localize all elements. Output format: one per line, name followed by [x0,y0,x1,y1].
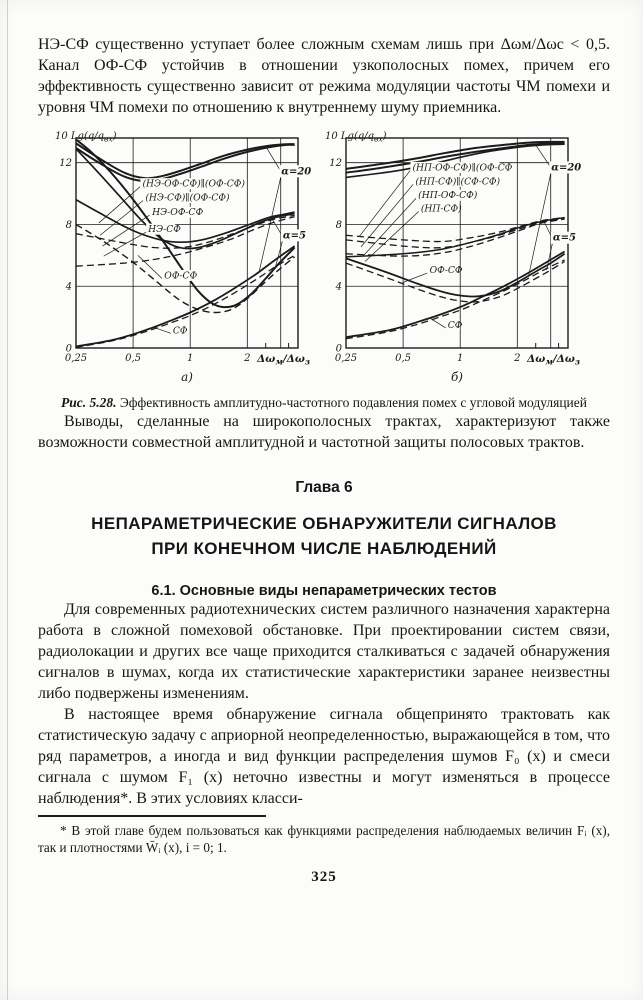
chart-a [54,128,312,384]
intro-paragraph: НЭ-СФ существенно уступает более сложным схемам лишь при Δωм/Δωс < 0,5. Канал ОФ-СФ устойчив в отношении узкополосных помех, причем его эффективность существенно зависит от режима модуляции частоты ЧМ помехи и уровня ЧМ помехи по отношению к внутреннему шуму приемника. [38,36,610,116]
svg-text:12: 12 [59,158,72,170]
after-figure-paragraph: Выводы, сделанные на широкополосных трактах, характеризуют также возможности совместной амплитудной и частотной защиты полосовых трактов. [38,413,610,451]
chapter-kicker: Глава 6 [295,479,353,496]
page-number: 325 [311,869,337,885]
svg-text:2: 2 [514,353,521,364]
svg-text:ОФ-СФ: ОФ-СФ [164,270,198,282]
svg-text:α=5: α=5 [552,232,576,244]
svg-text:8: 8 [65,219,72,231]
svg-text:СФ: СФ [172,325,188,337]
svg-text:10 Lg(q/qвх): 10 $Lg(q/q_{вх})$ [55,131,117,144]
svg-text:0,25: 0,25 [334,353,358,364]
page-content [38,34,610,886]
svg-text:СФ: СФ [447,319,463,331]
figure-5-28 [38,128,610,411]
section-paragraph-2: В настоящее время обнаружение сигнала общепринято трактовать как статистическую задачу с априорной неопределенностью, выражающейся в том, что ряд параметров, а иногда и вид функции распределения шумов F₀ (x) и смеси сигнала с шумом F₁ (x) неточно известны и могут изменяться в процессе наблюдения*. В этих условиях класси- [38,706,610,807]
svg-text:0,5: 0,5 [395,353,412,364]
svg-text:а): а) [181,370,193,384]
svg-text:α=20: α=20 [281,166,312,178]
svg-text:б): б) [450,370,464,384]
svg-text:НЭ-ОФ-СФ: НЭ-ОФ-СФ [152,207,204,219]
svg-text:(НЭ-ОФ-СФ)∥(ОФ-СФ): (НЭ-ОФ-СФ)∥(ОФ-СФ) [142,178,246,190]
svg-text:(НП-ОФ-СФ)∥(ОФ-СФ: (НП-ОФ-СФ)∥(ОФ-СФ [412,162,513,174]
svg-text:8: 8 [335,219,342,231]
svg-text:1: 1 [457,353,464,364]
svg-text:0: 0 [65,343,72,355]
figure-caption-label: Рис. 5.28. [61,395,117,410]
figure-charts-row [54,128,610,384]
svg-text:0: 0 [335,343,342,355]
svg-text:4: 4 [65,281,72,293]
svg-text:4: 4 [335,281,342,293]
chapter-title [38,511,610,561]
svg-text:(НП-СФ): (НП-СФ) [420,203,462,215]
svg-text:(НП-ОФ-СФ): (НП-ОФ-СФ) [418,190,478,202]
chart-b [324,128,582,384]
svg-text:Δωм/Δωз: $\Delta\omega_м/\Delta\omega_з$ [257,353,310,367]
section-paragraph-1: Для современных радиотехнических систем различного назначения характерна работа в сложной помеховой обстановке. При проектировании систем связи, радиолокации и других все чаще приходится сталкиваться с задачей обнаружения сигналов в шумах, когда их статистические характеристики заранее неизвестны либо подвержены изменениям. [38,601,610,702]
svg-text:НЭ-СФ: НЭ-СФ [148,224,181,236]
svg-text:12: 12 [329,158,342,170]
svg-text:α=20: α=20 [551,162,582,174]
svg-text:(НП-СФ)∥(СФ-СФ): (НП-СФ)∥(СФ-СФ) [415,176,501,188]
footnote-text: * В этой главе будем пользоваться как функциями распределения наблюдаемых величин Fᵢ (x), так и плотностями W̄ᵢ (x), i = 0; 1. [38,823,610,855]
svg-text:Δωм/Δωз: $\Delta\omega_м/\Delta\omega_з$ [527,353,580,367]
chapter-title-line1: НЕПАРАМЕТРИЧЕСКИЕ ОБНАРУЖИТЕЛИ СИГНАЛОВ [91,514,557,533]
chapter-title-line2: ПРИ КОНЕЧНОМ ЧИСЛЕ НАБЛЮДЕНИЙ [151,539,497,558]
section-heading: 6.1. Основные виды непараметрических тестов [151,583,497,599]
svg-text:1: 1 [187,353,194,364]
footnote-block [38,815,610,856]
footnote-rule [38,815,266,817]
svg-text:ОФ-СФ: ОФ-СФ [429,265,463,277]
svg-text:(НЭ-СФ)∥(ОФ-СФ): (НЭ-СФ)∥(ОФ-СФ) [145,192,230,204]
svg-text:10 Lg(q/qвх): 10 $Lg(q/q_{вх})$ [325,131,387,144]
chart-svg [54,128,312,384]
figure-caption-text: Эффективность амплитудно-частотного подавления помех с угловой модуляцией [119,395,587,410]
svg-text:α=5: α=5 [282,230,306,242]
svg-text:0,5: 0,5 [125,353,142,364]
svg-text:2: 2 [244,353,251,364]
svg-text:0,25: 0,25 [64,353,88,364]
figure-caption [38,394,610,411]
chart-svg [324,128,582,384]
